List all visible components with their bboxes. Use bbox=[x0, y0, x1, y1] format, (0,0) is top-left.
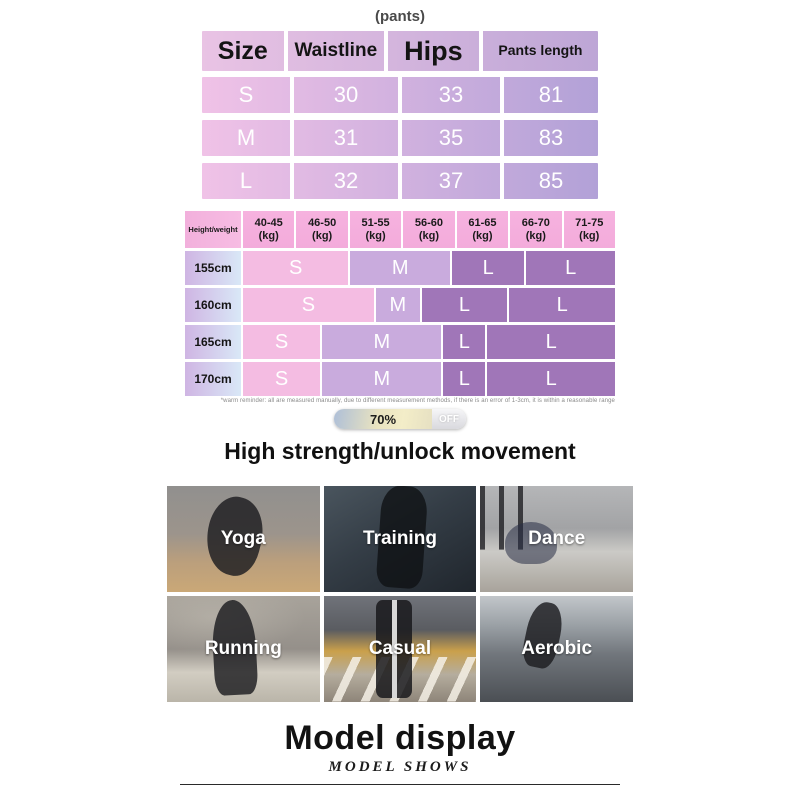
photo-tile-training bbox=[324, 486, 477, 592]
fit-row-170cm bbox=[185, 362, 615, 396]
weight-column-header bbox=[350, 211, 401, 248]
size-segment: L bbox=[526, 251, 615, 285]
fit-segments bbox=[243, 288, 615, 322]
photo-tile-aerobic bbox=[480, 596, 633, 702]
size-segment: M bbox=[376, 288, 420, 322]
height-label: 165cm bbox=[185, 325, 241, 359]
waistline-value: 32 bbox=[290, 163, 398, 199]
weight-column-header bbox=[403, 211, 454, 248]
weight-range: 66-70 bbox=[521, 216, 550, 229]
fit-row-165cm bbox=[185, 325, 615, 359]
section-headline: High strength/unlock movement bbox=[224, 438, 576, 464]
hips-header: Hips bbox=[384, 31, 479, 71]
size-table-row-m bbox=[202, 120, 598, 156]
weight-column-header bbox=[296, 211, 347, 248]
fit-row-160cm bbox=[185, 288, 615, 322]
activity-photo-grid bbox=[167, 486, 633, 702]
fit-row-155cm bbox=[185, 251, 615, 285]
photo-tile-dance bbox=[480, 486, 633, 592]
weight-column-header bbox=[564, 211, 615, 248]
height-weight-corner-label: Height/weight bbox=[185, 211, 241, 248]
height-weight-fit-table bbox=[185, 211, 615, 396]
waistline-value: 31 bbox=[290, 120, 398, 156]
size-segment: L bbox=[422, 288, 508, 322]
hips-value: 37 bbox=[398, 163, 500, 199]
model-shows-subtitle: MODEL SHOWS bbox=[328, 759, 472, 775]
footer-divider bbox=[180, 784, 620, 785]
height-label: 170cm bbox=[185, 362, 241, 396]
weight-column-header bbox=[243, 211, 294, 248]
fit-segments bbox=[243, 251, 615, 285]
weight-range: 56-60 bbox=[414, 216, 444, 229]
size-segment: L bbox=[487, 362, 615, 396]
weight-range: 46-50 bbox=[308, 216, 337, 229]
size-value: S bbox=[238, 82, 254, 107]
size-segment: S bbox=[243, 325, 320, 359]
height-label: 155cm bbox=[185, 251, 241, 285]
pants-length-value: 85 bbox=[500, 163, 598, 199]
waistline-header: Waistline bbox=[284, 31, 384, 71]
size-segment: M bbox=[350, 251, 450, 285]
weight-unit: (kg) bbox=[365, 229, 386, 242]
weight-unit: (kg) bbox=[258, 229, 279, 242]
size-segment: L bbox=[443, 362, 485, 396]
pants-length-value: 81 bbox=[500, 77, 598, 113]
weight-column-header bbox=[510, 211, 561, 248]
photo-tile-yoga bbox=[167, 486, 320, 592]
fit-table-header-row bbox=[185, 211, 615, 248]
fit-segments bbox=[243, 325, 615, 359]
discount-badge bbox=[334, 409, 466, 429]
size-segment: S bbox=[243, 362, 320, 396]
size-table-row-s bbox=[202, 77, 598, 113]
weight-range: 61-65 bbox=[468, 216, 497, 229]
weight-unit: (kg) bbox=[579, 229, 600, 242]
fit-segments bbox=[243, 362, 615, 396]
size-segment: L bbox=[509, 288, 615, 322]
size-value: L bbox=[239, 168, 253, 193]
size-segment: S bbox=[243, 251, 348, 285]
category-label: (pants) bbox=[375, 8, 425, 25]
photo-label: Dance bbox=[528, 528, 586, 549]
photo-label: Running bbox=[204, 638, 282, 659]
size-segment: L bbox=[487, 325, 615, 359]
waistline-value: 30 bbox=[290, 77, 398, 113]
size-header: Size bbox=[217, 36, 268, 65]
size-segment: L bbox=[452, 251, 524, 285]
pants-length-header: Pants length bbox=[479, 31, 598, 71]
weight-range: 71-75 bbox=[575, 216, 604, 229]
size-table bbox=[202, 31, 598, 199]
weight-unit: (kg) bbox=[525, 229, 546, 242]
weight-column-header bbox=[457, 211, 508, 248]
size-segment: S bbox=[243, 288, 374, 322]
size-value: M bbox=[236, 125, 256, 150]
size-segment: M bbox=[322, 362, 441, 396]
weight-unit: (kg) bbox=[418, 229, 440, 242]
height-label: 160cm bbox=[185, 288, 241, 322]
size-segment: M bbox=[322, 325, 441, 359]
weight-unit: (kg) bbox=[312, 229, 333, 242]
photo-tile-casual bbox=[324, 596, 477, 702]
measurement-disclaimer: *warm reminder: all are measured manually, due to different measurement methods, if there is an error of 1-3cm, it is within a reasonable range bbox=[220, 398, 615, 404]
photo-label: Casual bbox=[368, 638, 432, 659]
pants-length-value: 83 bbox=[500, 120, 598, 156]
photo-label: Training bbox=[363, 528, 437, 549]
discount-percent: 70% bbox=[334, 409, 432, 429]
photo-label: Aerobic bbox=[521, 638, 593, 659]
size-table-header-row bbox=[202, 31, 598, 71]
weight-unit: (kg) bbox=[472, 229, 493, 242]
model-display-title: Model display bbox=[284, 719, 516, 757]
size-table-row-l bbox=[202, 163, 598, 199]
photo-label: Yoga bbox=[220, 528, 266, 549]
size-segment: L bbox=[443, 325, 485, 359]
weight-range: 40-45 bbox=[254, 216, 283, 229]
hips-value: 35 bbox=[398, 120, 500, 156]
photo-tile-running bbox=[167, 596, 320, 702]
weight-range: 51-55 bbox=[361, 216, 390, 229]
discount-off-label: OFF bbox=[432, 409, 466, 429]
hips-value: 33 bbox=[398, 77, 500, 113]
